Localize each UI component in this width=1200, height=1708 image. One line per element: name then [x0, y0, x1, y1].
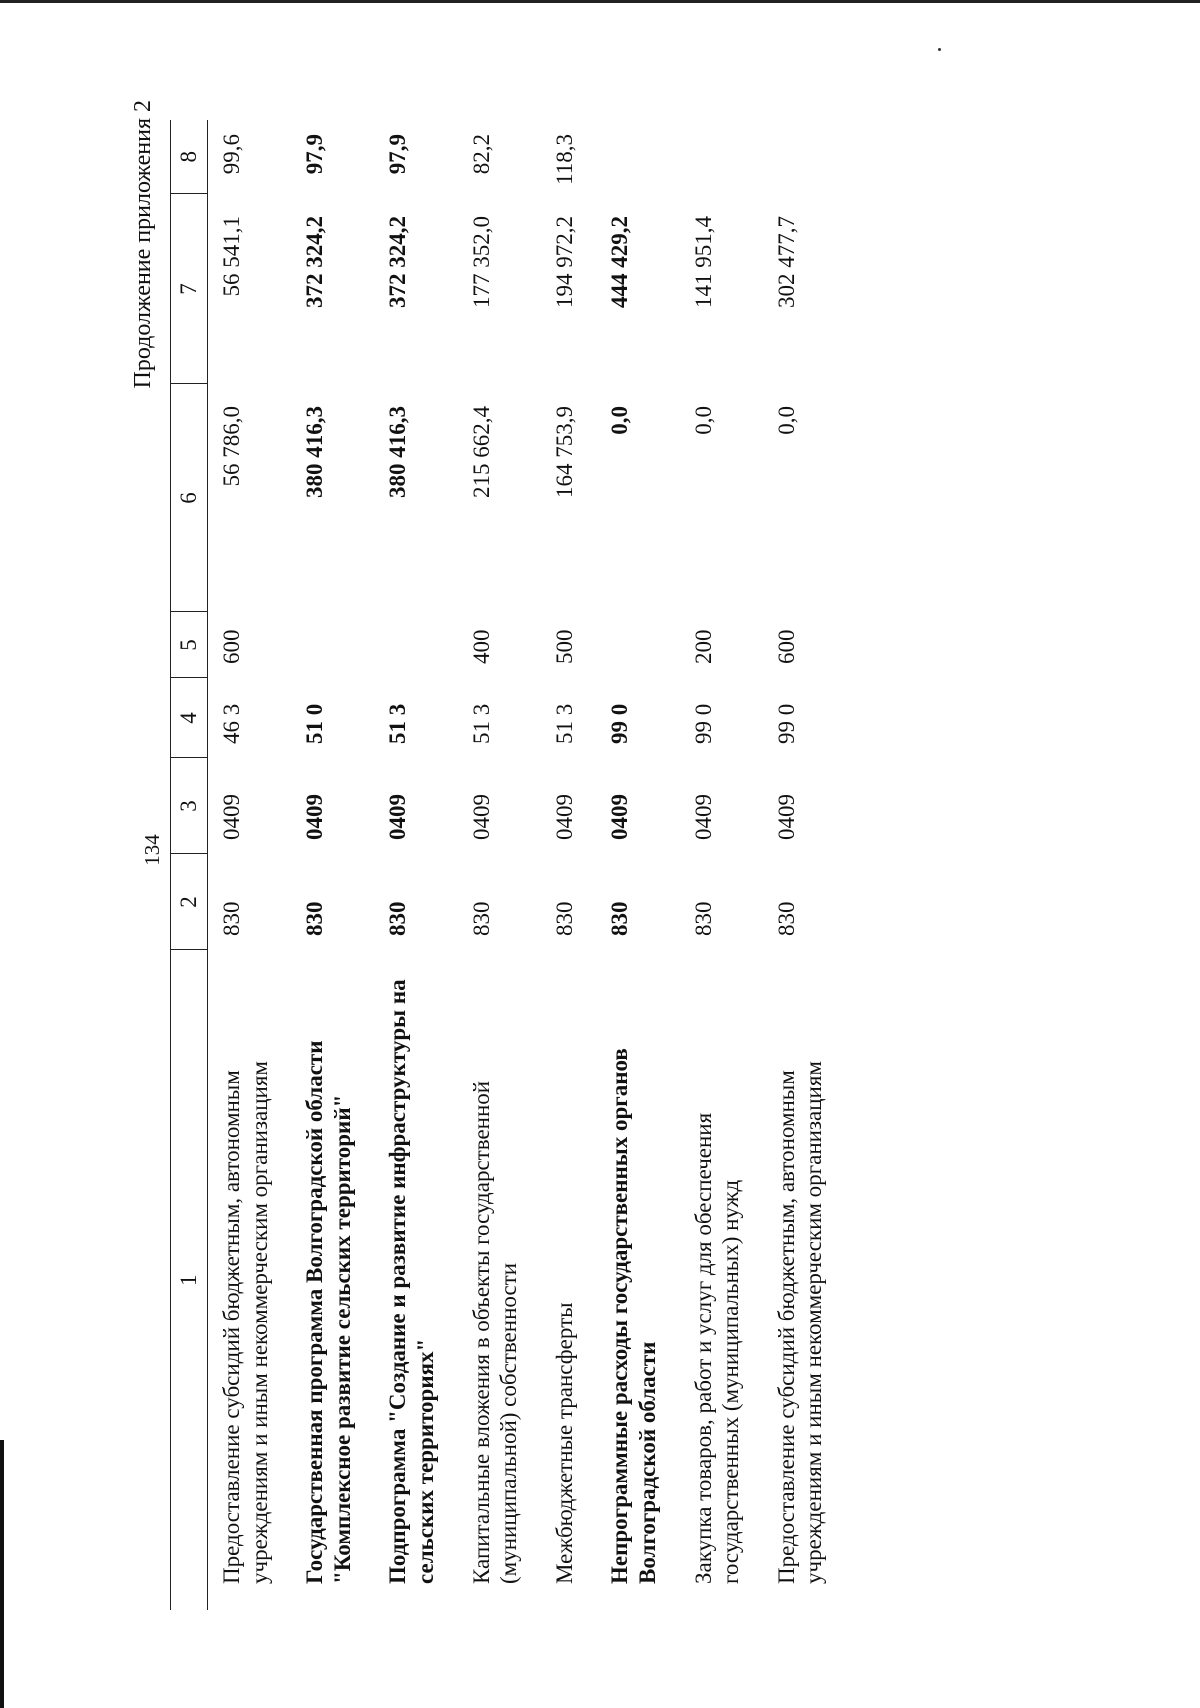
cell-target: 51 3: [551, 703, 577, 744]
header-col-8: 8: [171, 120, 208, 194]
table-row: [456, 120, 539, 1610]
cell-ministry: 830: [607, 901, 633, 936]
cell-ministry: 830: [302, 901, 328, 936]
cell-name: Предоставление субсидий бюджетным, автономным учреждениям и иным некоммерческим организациям: [219, 1061, 272, 1584]
table-row: [678, 120, 761, 1610]
cell-actual: 56 541,1: [219, 216, 244, 297]
cell-percent: [761, 120, 844, 194]
cell-expense-type: [372, 612, 455, 678]
cell-name: Закупка товаров, работ и услуг для обеспечения государственных (муниципальных) нужд: [690, 1112, 744, 1584]
budget-table: [170, 120, 844, 1610]
cell-name: Межбюджетные трансферты: [551, 1302, 577, 1584]
cell-expense-type: 600: [773, 629, 799, 664]
cell-actual: 141 951,4: [690, 216, 716, 308]
cell-percent: [678, 120, 761, 194]
cell-actual: 444 429,2: [607, 216, 633, 308]
cell-target: 51 3: [385, 703, 411, 744]
cell-plan: 56 786,0: [219, 406, 244, 487]
table-row: [539, 120, 595, 1610]
cell-ministry: 830: [773, 901, 799, 936]
cell-section: 0409: [302, 794, 328, 840]
header-col-3: 3: [171, 758, 208, 854]
cell-name: Государственная программа Волгоградской области "Комплексное развитие сельских территорий": [302, 1040, 355, 1584]
cell-actual: 372 324,2: [385, 216, 411, 308]
cell-expense-type: [594, 612, 677, 678]
cell-expense-type: [289, 612, 372, 678]
table-row: [594, 120, 677, 1610]
cell-ministry: 830: [690, 901, 716, 936]
cell-plan: 215 662,4: [468, 406, 494, 498]
cell-actual: 372 324,2: [302, 216, 328, 308]
cell-section: 0409: [468, 794, 494, 840]
table-body: [208, 120, 844, 1610]
table-row: [761, 120, 844, 1610]
cell-ministry: 830: [385, 901, 411, 936]
cell-plan: 0,0: [773, 406, 799, 435]
cell-target: 99 0: [690, 703, 716, 744]
cell-section: 0409: [607, 794, 633, 840]
cell-actual: 177 352,0: [468, 216, 494, 308]
cell-name: Подпрограмма "Создание и развитие инфраструктуры на сельских территориях": [385, 979, 438, 1584]
cell-target: 99 0: [773, 703, 799, 744]
cell-expense-type: 400: [468, 629, 494, 664]
cell-percent: 99,6: [219, 134, 244, 175]
cell-section: 0409: [690, 794, 716, 840]
table-header-row: [171, 120, 208, 1610]
cell-expense-type: 200: [690, 629, 716, 664]
header-col-1: 1: [171, 950, 208, 1610]
cell-plan: 0,0: [607, 406, 633, 435]
header-col-4: 4: [171, 678, 208, 758]
cell-plan: 0,0: [690, 406, 716, 435]
rotated-page: [130, 100, 1030, 1650]
table-row: [372, 120, 455, 1610]
cell-percent: 97,9: [385, 134, 411, 175]
cell-plan: 380 416,3: [385, 406, 411, 498]
header-col-5: 5: [171, 612, 208, 678]
cell-target: 51 3: [468, 703, 494, 744]
header-col-7: 7: [171, 194, 208, 384]
scan-edge-top: [0, 0, 1200, 3]
cell-section: 0409: [219, 794, 244, 840]
table-row: [208, 120, 290, 1610]
cell-ministry: 830: [219, 901, 244, 936]
header-col-2: 2: [171, 854, 208, 950]
cell-percent: [594, 120, 677, 194]
cell-percent: 82,2: [468, 134, 494, 175]
cell-ministry: 830: [468, 901, 494, 936]
cell-plan: 164 753,9: [551, 406, 577, 498]
cell-name: Непрограммные расходы государственных органов Волгоградской области: [607, 1048, 660, 1584]
cell-percent: 97,9: [302, 134, 328, 175]
cell-section: 0409: [773, 794, 799, 840]
scan-edge-left: [0, 1440, 4, 1708]
cell-percent: 118,3: [551, 134, 577, 185]
cell-target: 46 3: [219, 703, 244, 744]
cell-name: Капитальные вложения в объекты государственной (муниципальной) собственности: [468, 1080, 522, 1584]
table-row: [289, 120, 372, 1610]
continuation-title: Продолжение приложения 2: [130, 100, 156, 389]
cell-target: 99 0: [607, 703, 633, 744]
page-number: 134: [140, 834, 164, 866]
cell-ministry: 830: [551, 901, 577, 936]
cell-section: 0409: [551, 794, 577, 840]
cell-expense-type: 500: [551, 629, 577, 664]
header-col-6: 6: [171, 384, 208, 612]
cell-expense-type: 600: [219, 629, 244, 664]
cell-actual: 302 477,7: [773, 216, 799, 308]
cell-name: Предоставление субсидий бюджетным, автономным учреждениям и иным некоммерческим организациям: [773, 1061, 827, 1584]
cell-actual: 194 972,2: [551, 216, 577, 308]
cell-section: 0409: [385, 794, 411, 840]
cell-target: 51 0: [302, 703, 328, 744]
cell-plan: 380 416,3: [302, 406, 328, 498]
scan-speck: [938, 48, 941, 51]
